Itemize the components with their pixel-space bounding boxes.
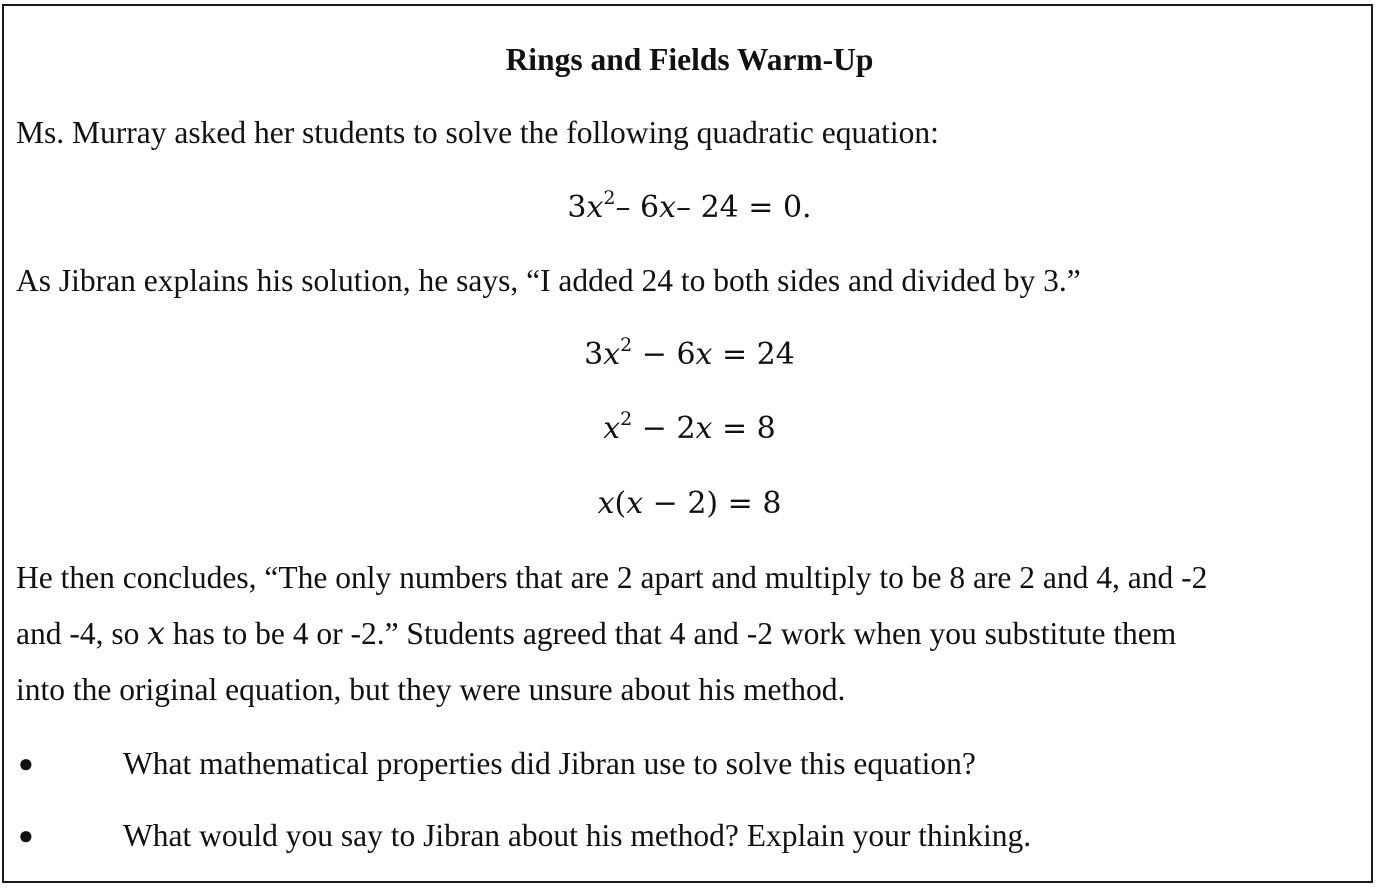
question-1: What mathematical properties did Jibran use to solve this equation? [123, 746, 976, 781]
step1-term-3: = 24 [712, 337, 795, 372]
step-equation-3 [0, 484, 1379, 524]
conclusion-line-2-end: has to be 4 or -2.” Students agreed that 4 and -2 work when you substitute them [165, 616, 1177, 651]
eq-main-term-2: – 6 [615, 190, 660, 225]
conclusion-line-3: into the original equation, but they were unsure about his method. [16, 672, 846, 707]
step1-coef: 3 [584, 337, 604, 372]
question-2: What would you say to Jibran about his method? Explain your thinking. [123, 818, 1032, 853]
step1-var-2: x [695, 337, 713, 372]
bullet-icon: ● [18, 821, 34, 850]
step3-paren: ( [614, 486, 627, 521]
step2-var-2: x [695, 411, 713, 446]
conclusion-line-1: He then concludes, “The only numbers that are 2 apart and multiply to be 8 are 2 and 4, and -2 [16, 560, 1208, 595]
page-title: Rings and Fields Warm-Up [505, 42, 874, 77]
eq-main-term-3: – 24 = 0. [676, 190, 812, 225]
step2-exponent: 2 [620, 408, 633, 430]
eq-main-var-1: x [586, 190, 604, 225]
conclusion-line-2-start: and -4, so [16, 616, 148, 651]
bullet-icon: ● [18, 749, 34, 778]
step1-exponent: 2 [620, 334, 633, 356]
step1-var-1: x [603, 337, 621, 372]
step3-var-1: x [597, 486, 615, 521]
step3-term-2: − 2) = 8 [643, 486, 782, 521]
eq-main-exponent: 2 [603, 187, 616, 209]
conclusion-variable: x [147, 616, 165, 652]
main-equation [0, 188, 1379, 228]
step2-term-3: = 8 [712, 411, 776, 446]
eq-main-var-2: x [659, 190, 677, 225]
step-equation-1 [0, 335, 1379, 375]
step3-var-2: x [626, 486, 644, 521]
step2-var-1: x [603, 411, 621, 446]
conclusion-line-2 [16, 614, 1176, 654]
step-equation-2 [0, 409, 1379, 449]
step2-term-2: − 2 [632, 411, 696, 446]
eq-main-coef: 3 [567, 190, 587, 225]
jibran-explanation: As Jibran explains his solution, he says, “I added 24 to both sides and divided by 3.” [16, 263, 1081, 298]
step1-term-2: − 6 [632, 337, 696, 372]
intro-text: Ms. Murray asked her students to solve the following quadratic equation: [16, 115, 939, 150]
